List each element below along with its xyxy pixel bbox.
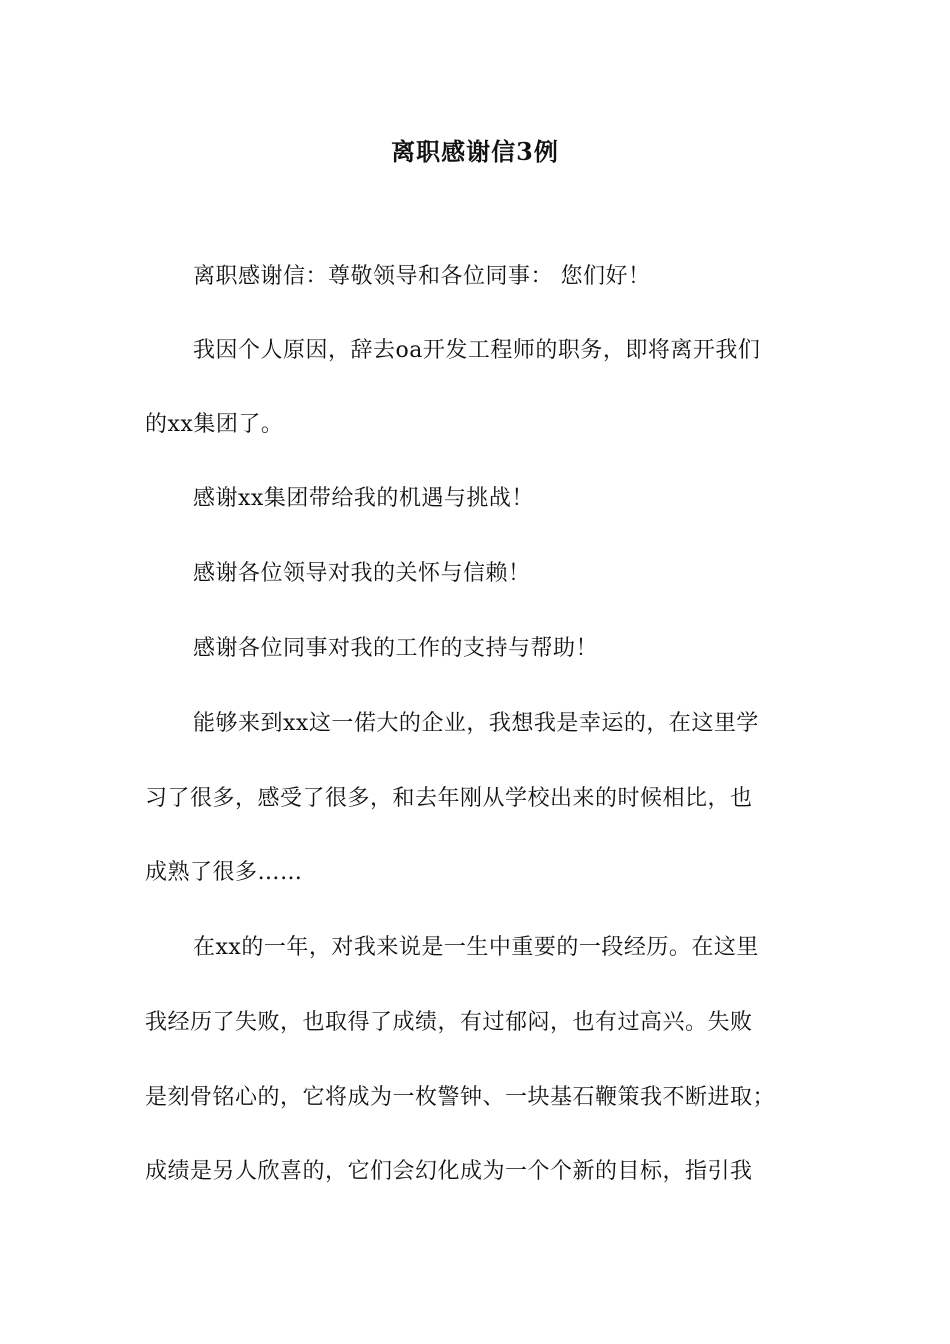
paragraph-line: 成熟了很多…… (145, 860, 303, 885)
paragraph-line: 感谢各位同事对我的工作的支持与帮助！ (193, 636, 599, 661)
paragraph-line: 能够来到xx这一偌大的企业，我想我是幸运的，在这里学 (193, 711, 759, 736)
paragraph-line: 离职感谢信：尊敬领导和各位同事： 您们好！ (193, 264, 651, 289)
paragraph-line: 成绩是另人欣喜的，它们会幻化成为一个个新的目标，指引我 (145, 1159, 753, 1184)
paragraph-line: 在xx的一年，对我来说是一生中重要的一段经历。在这里 (193, 935, 759, 960)
document-title: 离职感谢信3例 (391, 137, 559, 166)
paragraph-line: 感谢xx集团带给我的机遇与挑战！ (193, 486, 534, 511)
paragraph-line: 的xx集团了。 (145, 412, 284, 437)
paragraph-line: 我经历了失败，也取得了成绩，有过郁闷，也有过高兴。失败 (145, 1010, 753, 1035)
paragraph-line: 是刻骨铭心的，它将成为一枚警钟、一块基石鞭策我不断进取； (145, 1085, 776, 1110)
paragraph-line: 习了很多，感受了很多，和去年刚从学校出来的时候相比，也 (145, 786, 753, 811)
paragraph-line: 感谢各位领导对我的关怀与信赖！ (193, 561, 531, 586)
paragraph-line: 我因个人原因，辞去oa开发工程师的职务，即将离开我们 (193, 338, 761, 363)
